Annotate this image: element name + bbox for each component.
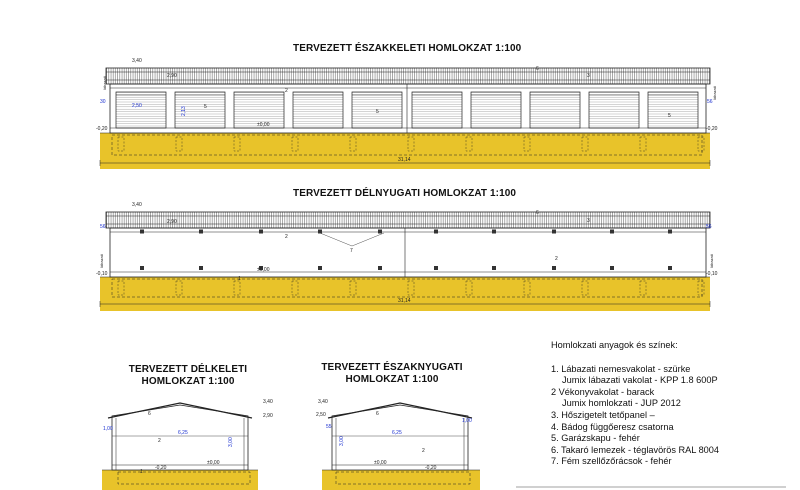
ne-roof-panel [106,68,710,84]
vent-grille [492,230,496,234]
nw-gable-wall [332,405,468,470]
vent-grille [434,266,438,270]
legend-heading: Homlokzati anyagok és színek: [551,340,678,350]
sw-tag-panel: 3 [587,218,590,224]
ne-lintel-left: 30 [100,99,106,105]
garage-door [293,92,343,128]
ne-datum: ±0,00 [257,122,270,128]
sw-tag-wall-2: 2 [555,256,558,262]
sw-side-label-left: lábazati [99,254,104,268]
nw-right-dim: 1,00 [462,418,472,424]
se-height-ridge: 3,40 [263,399,273,405]
title-southeast-elevation-line2: HOMLOKZAT 1:100 [141,376,235,387]
garage-door [471,92,521,128]
ne-tag-door-2: 5 [376,109,379,115]
vent-grille [199,266,203,270]
title-northwest-elevation-line1: TERVEZETT ÉSZAKNYUGATI [321,362,463,373]
vent-grille [668,230,672,234]
sw-datum: ±0,00 [257,267,270,273]
ne-tag-panel: 3 [587,73,590,79]
ne-tag-door-3: 5 [668,113,671,119]
sw-tag-wall-1: 2 [285,234,288,240]
se-left-dim: 1,00 [103,426,113,432]
ne-door-height: 2,13 [181,106,187,116]
garage-door [412,92,462,128]
ne-total-length: 31,14 [398,157,411,163]
ne-plinth-ground [100,133,710,169]
vent-grille [199,230,203,234]
sw-total-length: 31,14 [398,298,411,304]
nw-left-dim: 55 [326,424,332,430]
legend-item: Jumix lábazati vakolat - KPP 1.8 600P [562,375,718,386]
se-span: 6,25 [178,430,188,436]
sw-plinth-ground [100,277,710,311]
vent-grille [552,230,556,234]
legend-item: 6. Takaró lemezek - téglavörös RAL 8004 [551,444,720,455]
se-datum: ±0,00 [207,460,220,466]
vent-grille [140,266,144,270]
vent-grille [140,230,144,234]
southeast-elevation [102,399,273,490]
sw-side-label-right: lábazati [709,254,714,268]
ne-door-width: 2,50 [132,103,142,109]
vent-grille [318,230,322,234]
title-southeast-elevation-line1: TERVEZETT DÉLKELETI [128,364,248,375]
nw-height-ridge: 3,40 [318,399,328,405]
sw-eave-height: 2,90 [167,219,177,225]
vent-grille [378,266,382,270]
sw-tag-roof: 6 [536,210,539,216]
nw-tag-wall: 2 [422,448,425,454]
ne-tag-roof: 6 [536,66,539,72]
sw-lintel-left: 56 [100,224,106,230]
nw-eave-height: 2,50 [316,412,326,418]
title-southwest-elevation: TERVEZETT DÉLNYUGATI HOMLOKZAT 1:100 [293,188,517,199]
se-plinth-ground [102,470,258,490]
legend-item: 1. Lábazati nemesvakolat - szürke [551,363,691,374]
nw-plinth-ground [322,470,480,490]
ne-lintel-right: 56 [707,99,713,105]
vent-grille [492,266,496,270]
se-eave-height: 2,90 [263,413,273,419]
sw-lintel-right: 56 [706,224,712,230]
vent-grille [610,266,614,270]
title-northeast-elevation: TERVEZETT ÉSZAKKELETI HOMLOKZAT 1:100 [293,43,522,54]
garage-door [589,92,639,128]
nw-tag-roof: 6 [376,411,379,417]
sw-tag-grille: 7 [350,248,353,254]
legend-item: 3. Hőszigetelt tetőpanel – [551,409,655,420]
nw-datum: ±0,00 [374,460,387,466]
vent-grille [378,230,382,234]
sw-ground-left: -0,10 [96,271,108,277]
ne-tag-door-1: 5 [204,104,207,110]
sw-ground-right: -0,10 [706,271,718,277]
northwest-elevation [316,399,480,490]
nw-span: 6,25 [392,430,402,436]
ne-height-ridge: 3,40 [132,58,142,64]
vent-grille [434,230,438,234]
se-tag-plinth: 1 [140,469,143,475]
legend-items [551,364,796,468]
sw-roof-panel [106,212,710,228]
vent-grille [610,230,614,234]
se-tag-wall: 2 [158,438,161,444]
materials-legend [551,340,796,468]
northeast-elevation [96,58,718,169]
vent-grille [259,230,263,234]
ne-ground-right: -0,20 [706,126,718,132]
garage-door [116,92,166,128]
vent-grille [668,266,672,270]
ne-side-label-right: lábazati [712,86,717,100]
nw-ground: -0,20 [425,465,437,471]
vent-grille [552,266,556,270]
se-wall-height: 3,00 [228,437,234,447]
garage-door [648,92,698,128]
ne-ground-left: -0,20 [96,126,108,132]
legend-item: 5. Garázskapu - fehér [551,433,640,444]
legend-item: 4. Bádog függőeresz csatorna [551,421,674,432]
sw-tag-plinth: 1 [238,276,241,282]
ne-eave-height: 2,90 [167,73,177,79]
ne-side-label-left: lábazati [102,76,107,90]
vent-grille [318,266,322,270]
nw-wall-height: 3,00 [339,436,345,446]
garage-door [530,92,580,128]
legend-item: 7. Fém szellőzőrácsok - fehér [551,456,672,467]
sw-height-ridge: 3,40 [132,202,142,208]
se-tag-roof: 6 [148,411,151,417]
ne-tag-wall: 2 [285,88,288,94]
title-northwest-elevation-line2: HOMLOKZAT 1:100 [345,374,439,385]
legend-item: Jumix homlokzati - JUP 2012 [562,398,681,409]
se-ground: -0,20 [155,465,167,471]
southwest-elevation [96,202,718,311]
legend-item: 2 Vékonyvakolat - barack [551,386,655,397]
